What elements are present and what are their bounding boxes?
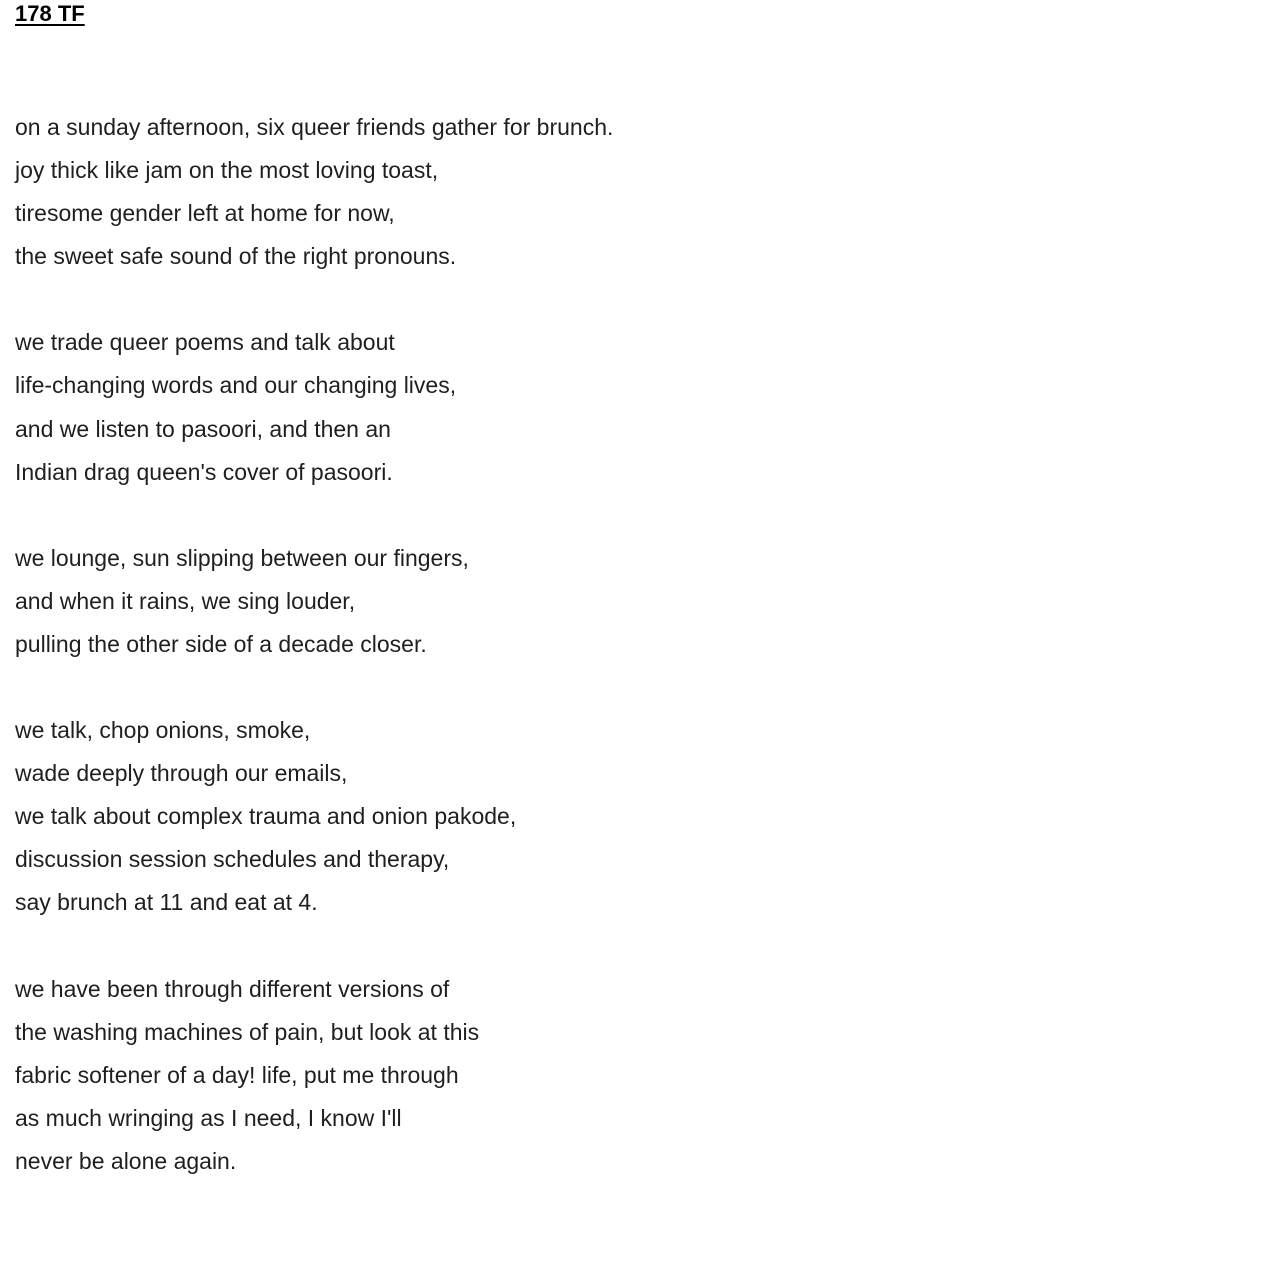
poem-line: on a sunday afternoon, six queer friends gather for brunch. <box>15 114 614 140</box>
stanza-4 <box>15 709 613 924</box>
stanza-3 <box>15 537 613 666</box>
poem-line: say brunch at 11 and eat at 4. <box>15 889 318 916</box>
poem-line: never be alone again. <box>15 1147 237 1174</box>
poem-line: and when it rains, we sing louder, <box>15 587 356 614</box>
poem-line: wade deeply through our emails, <box>15 760 348 787</box>
poem-line: tiresome gender left at home for now, <box>15 200 395 227</box>
poem-title: 178 TF <box>15 1 85 26</box>
poem-line: we lounge, sun slipping between our fingers, <box>15 544 469 571</box>
stanza-2 <box>15 321 613 493</box>
poem-line: and we listen to pasoori, and then an <box>15 415 391 442</box>
poem-body <box>15 106 613 1226</box>
poem-line: the washing machines of pain, but look at this <box>15 1018 480 1045</box>
poem-line: we talk about complex trauma and onion pakode, <box>15 803 517 830</box>
poem-line: the sweet safe sound of the right pronouns. <box>15 243 457 270</box>
poem-line: we talk, chop onions, smoke, <box>15 717 311 744</box>
poem-line: fabric softener of a day! life, put me through <box>15 1061 459 1088</box>
poem-line: pulling the other side of a decade closer. <box>15 630 427 657</box>
poem-line: joy thick like jam on the most loving toast, <box>15 157 439 184</box>
poem-line: Indian drag queen's cover of pasoori. <box>15 458 393 485</box>
stanza-1 <box>15 106 613 278</box>
stanza-5 <box>15 968 613 1183</box>
poem-line: we trade queer poems and talk about <box>15 329 395 356</box>
poem-line: we have been through different versions of <box>15 975 450 1002</box>
poem-line: discussion session schedules and therapy, <box>15 846 450 873</box>
poem-line: life-changing words and our changing lives, <box>15 372 457 399</box>
poem-line: as much wringing as I need, I know I'll <box>15 1104 402 1131</box>
